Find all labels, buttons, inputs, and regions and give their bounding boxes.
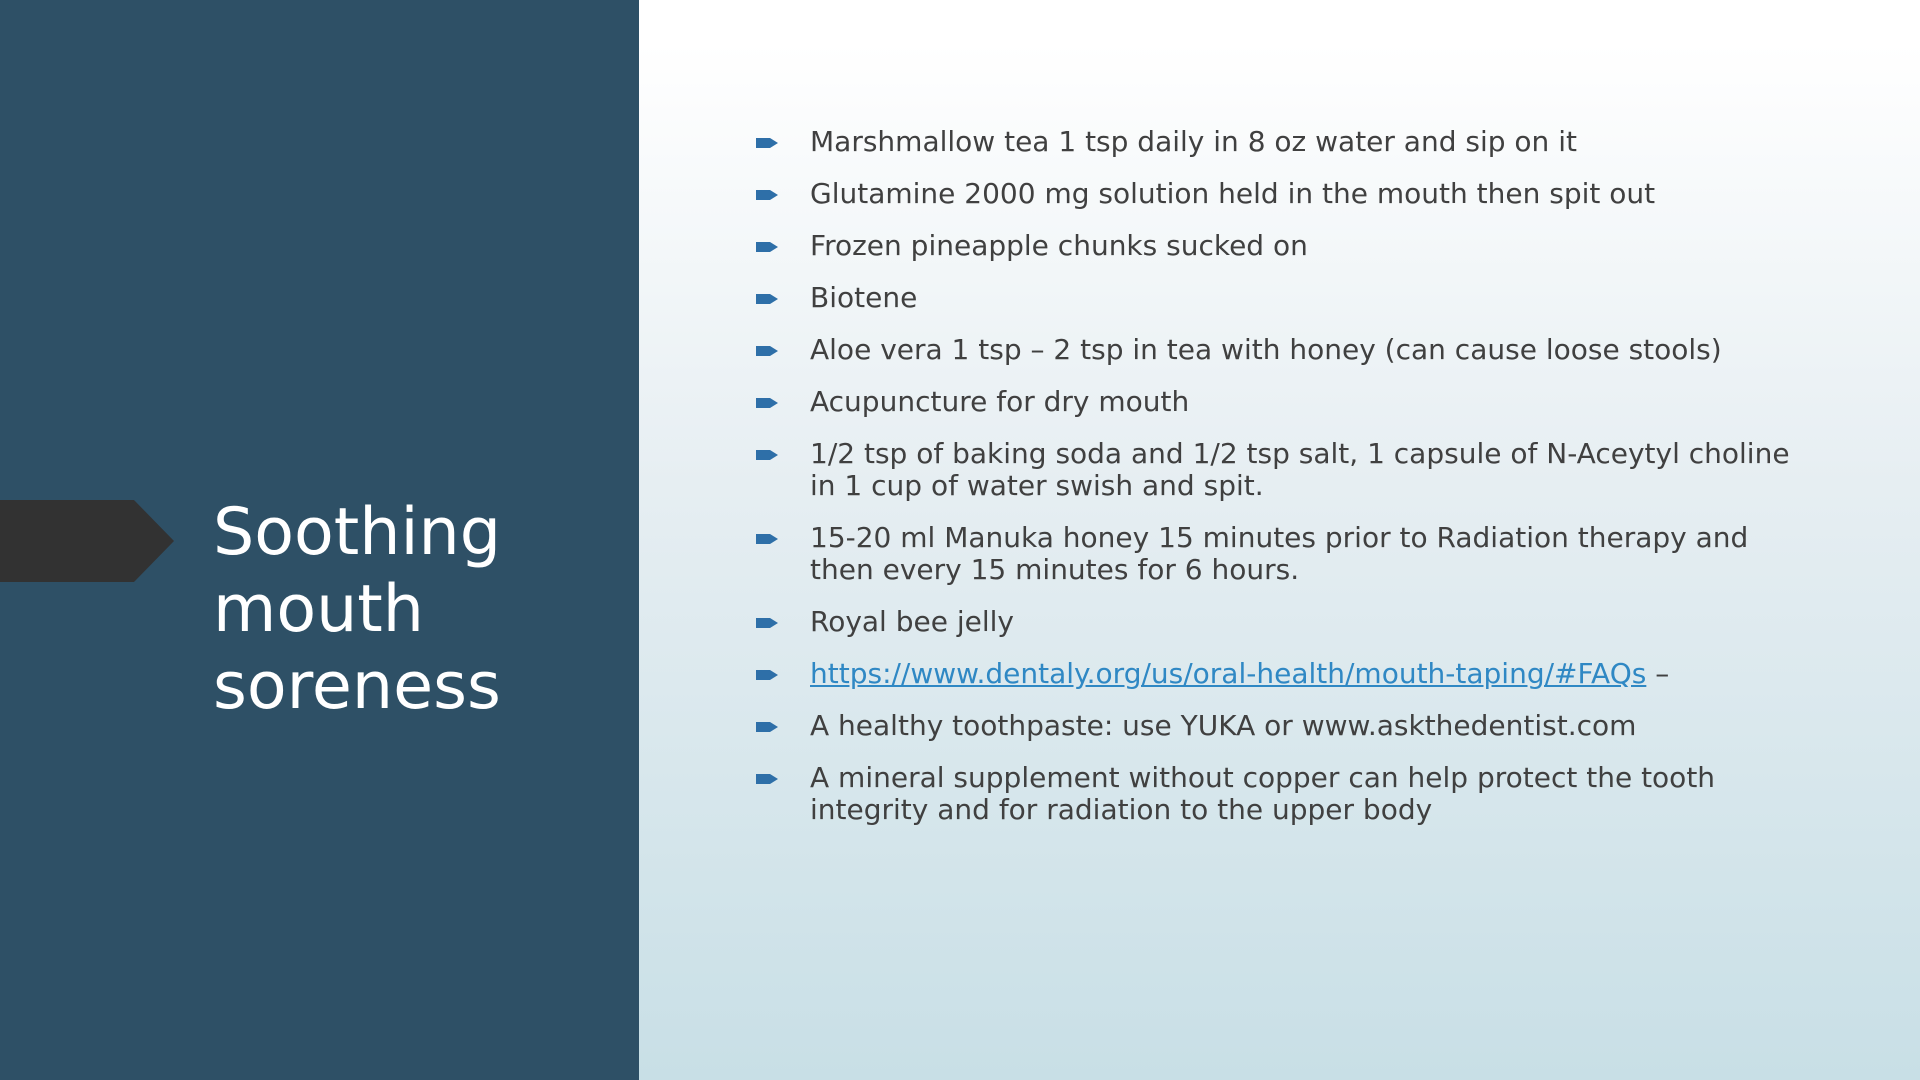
bullet-text: Glutamine 2000 mg solution held in the mouth then spit out bbox=[810, 177, 1656, 210]
bullet-item bbox=[756, 522, 1796, 586]
bullet-text-suffix: – bbox=[1646, 657, 1670, 690]
bullet-text: Marshmallow tea 1 tsp daily in 8 oz water and sip on it bbox=[810, 125, 1577, 158]
right-arrow-bullet-icon bbox=[756, 396, 778, 410]
bullet-text: Royal bee jelly bbox=[810, 605, 1014, 638]
bullet-item bbox=[756, 606, 1796, 638]
right-arrow-bullet-icon bbox=[756, 344, 778, 358]
bullet-item bbox=[756, 282, 1796, 314]
bullet-text: A healthy toothpaste: use YUKA or www.askthedentist.com bbox=[810, 709, 1637, 742]
bullet-item bbox=[756, 386, 1796, 418]
bullet-list bbox=[756, 126, 1796, 846]
bullet-item bbox=[756, 126, 1796, 158]
bullet-text: Frozen pineapple chunks sucked on bbox=[810, 229, 1308, 262]
bullet-item bbox=[756, 334, 1796, 366]
bullet-item bbox=[756, 658, 1796, 690]
right-arrow-bullet-icon bbox=[756, 136, 778, 150]
bullet-item bbox=[756, 710, 1796, 742]
bullet-item bbox=[756, 438, 1796, 502]
right-arrow-bullet-icon bbox=[756, 188, 778, 202]
right-arrow-bullet-icon bbox=[756, 532, 778, 546]
bullet-text: 15-20 ml Manuka honey 15 minutes prior to Radiation therapy and then every 15 minutes for 6 hours. bbox=[810, 521, 1749, 586]
bullet-item bbox=[756, 230, 1796, 262]
bullet-text: Biotene bbox=[810, 281, 918, 314]
bullet-item bbox=[756, 178, 1796, 210]
right-arrow-bullet-icon bbox=[756, 240, 778, 254]
bullet-text: Aloe vera 1 tsp – 2 tsp in tea with honey (can cause loose stools) bbox=[810, 333, 1722, 366]
bullet-text: Acupuncture for dry mouth bbox=[810, 385, 1190, 418]
right-arrow-bullet-icon bbox=[756, 292, 778, 306]
bullet-item bbox=[756, 762, 1796, 826]
right-arrow-bullet-icon bbox=[756, 448, 778, 462]
right-arrow-bullet-icon bbox=[756, 720, 778, 734]
dentaly-faq-link[interactable]: https://www.dentaly.org/us/oral-health/mouth-taping/#FAQs bbox=[810, 657, 1647, 690]
right-arrow-bullet-icon bbox=[756, 668, 778, 682]
slide-title: Soothing mouth soreness bbox=[213, 495, 501, 724]
bullet-text: 1/2 tsp of baking soda and 1/2 tsp salt, 1 capsule of N-Aceytyl choline in 1 cup of water swish and spit. bbox=[810, 437, 1790, 502]
right-arrow-bullet-icon bbox=[756, 616, 778, 630]
bullet-text: A mineral supplement without copper can help protect the tooth integrity and for radiation to the upper body bbox=[810, 761, 1716, 826]
right-arrow-bullet-icon bbox=[756, 772, 778, 786]
